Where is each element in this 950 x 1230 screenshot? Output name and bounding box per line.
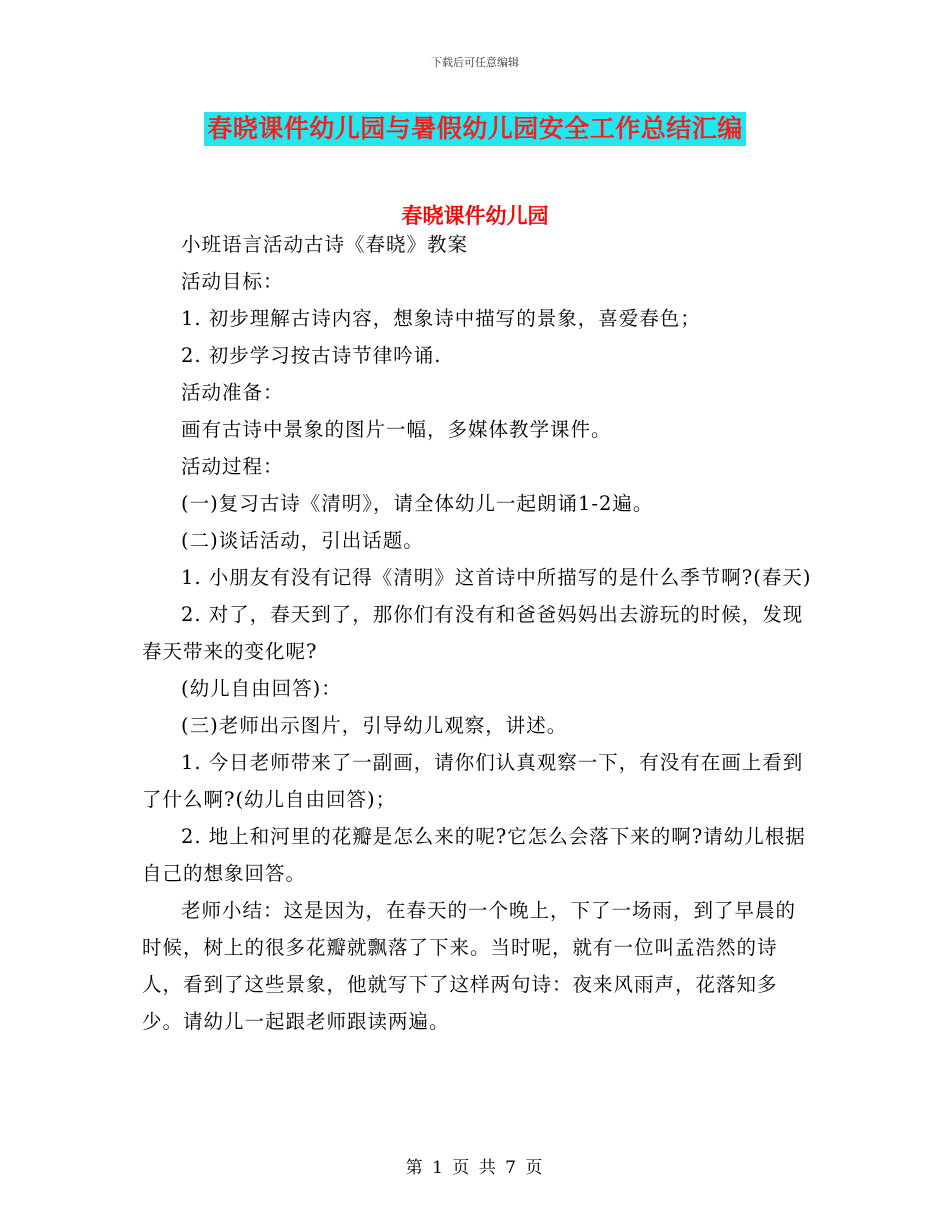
document-title bbox=[0, 112, 950, 146]
paragraph: 画有古诗中景象的图片一幅，多媒体教学课件。 bbox=[181, 418, 612, 441]
paragraph: 2. 初步学习按古诗节律吟诵. bbox=[181, 344, 442, 367]
paragraph: 老师小结：这是因为，在春天的一个晚上，下了一场雨，到了早晨的时候，树上的很多花瓣就飘落了下来。当时呢，就有一位叫孟浩然的诗人，看到了这些景象，他就写下了这样两句诗：夜来风雨声，花落知多少。请幼儿一起跟老师跟读两遍。 bbox=[142, 899, 797, 1033]
paragraph: 小班语言活动古诗《春晓》教案 bbox=[181, 233, 469, 256]
paragraph: (二)谈话活动，引出话题。 bbox=[181, 529, 424, 552]
paragraph: (一)复习古诗《清明》，请全体幼儿一起朗诵1-2遍。 bbox=[181, 492, 654, 515]
document-title-text: 春晓课件幼儿园与暑假幼儿园安全工作总结汇编 bbox=[204, 112, 746, 146]
paragraph: (幼儿自由回答)： bbox=[181, 677, 342, 700]
document-body bbox=[142, 226, 812, 1040]
paragraph: 1. 今日老师带来了一副画，请你们认真观察一下，有没有在画上看到了什么啊?(幼儿自由回答)； bbox=[142, 751, 804, 811]
section-title: 春晓课件幼儿园 bbox=[401, 203, 549, 228]
page-header-note: 下载后可任意编辑 bbox=[431, 56, 519, 69]
paragraph: 活动目标： bbox=[181, 270, 284, 293]
paragraph: 活动准备： bbox=[181, 381, 284, 404]
paragraph: 活动过程： bbox=[181, 455, 284, 478]
paragraph: 1. 小朋友有没有记得《清明》这首诗中所描写的是什么季节啊?(春天) bbox=[181, 566, 812, 589]
paragraph: (三)老师出示图片，引导幼儿观察，讲述。 bbox=[181, 714, 568, 737]
page-footer: 第 1 页 共 7 页 bbox=[405, 1158, 545, 1178]
paragraph: 2. 对了，春天到了，那你们有没有和爸爸妈妈出去游玩的时候，发现春天带来的变化呢? bbox=[142, 603, 804, 663]
paragraph: 2. 地上和河里的花瓣是怎么来的呢?它怎么会落下来的啊?请幼儿根据自己的想象回答。 bbox=[142, 825, 806, 885]
paragraph: 1. 初步理解古诗内容，想象诗中描写的景象，喜爱春色； bbox=[181, 307, 701, 330]
